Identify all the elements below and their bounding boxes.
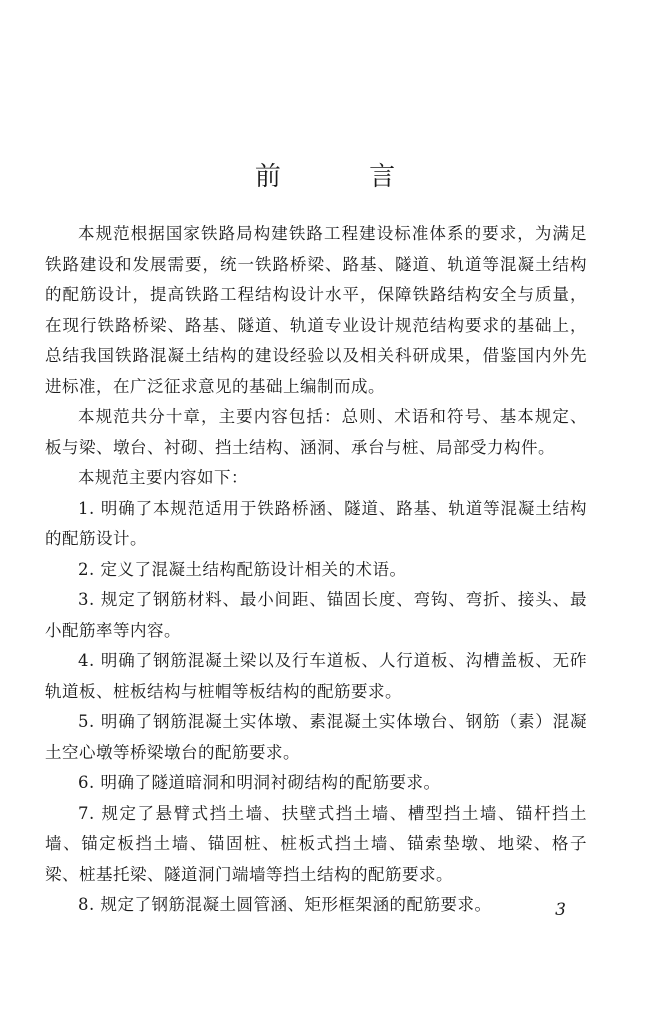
list-item-3: 3. 规定了钢筋材料、最小间距、锚固长度、弯钩、弯折、接头、最小配筋率等内容。 bbox=[45, 590, 587, 640]
list-item-8: 8. 规定了钢筋混凝土圆管涵、矩形框架涵的配筋要求。 bbox=[78, 895, 492, 914]
list-item-7: 7. 规定了悬臂式挡土墙、扶壁式挡土墙、槽型挡土墙、锚杆挡土墙、锚定板挡土墙、锚固桩、桩板式挡土墙、锚索垫墩、地梁、格子梁、桩基托梁、隧道洞门端墙等挡土结构的配筋要求。 bbox=[45, 803, 587, 884]
paragraph-chapters: 本规范共分十章，主要内容包括：总则、术语和符号、基本规定、板与梁、墩台、衬砌、挡土结构、涵洞、承台与桩、局部受力构件。 bbox=[45, 407, 587, 457]
paragraph-contents-heading: 本规范主要内容如下： bbox=[78, 468, 248, 487]
list-item-4: 4. 明确了钢筋混凝土梁以及行车道板、人行道板、沟槽盖板、无砟轨道板、桩板结构与桩帽等板结构的配筋要求。 bbox=[45, 651, 587, 701]
list-item-2: 2. 定义了混凝土结构配筋设计相关的术语。 bbox=[78, 559, 407, 579]
body-text bbox=[45, 219, 587, 921]
paragraph-intro: 本规范根据国家铁路局构建铁路工程建设标准体系的要求，为满足铁路建设和发展需要，统一铁路桥梁、路基、隧道、轨道等混凝土结构的配筋设计，提高铁路工程结构设计水平，保障铁路结构安全与质量，在现行铁路桥梁、路基、隧道、轨道专业设计规范结构要求的基础上，总结我国铁路混凝土结构的建设经验以及相关科研成果，借鉴国内外先进标准，在广泛征求意见的基础上编制而成。 bbox=[45, 224, 587, 396]
page-title: 前 言 bbox=[254, 162, 436, 192]
page-number: 3 bbox=[555, 900, 566, 920]
list-item-5: 5. 明确了钢筋混凝土实体墩、素混凝土实体墩台、钢筋（素）混凝土空心墩等桥梁墩台的配筋要求。 bbox=[45, 712, 587, 762]
list-item-1: 1. 明确了本规范适用于铁路桥涵、隧道、路基、轨道等混凝土结构的配筋设计。 bbox=[45, 498, 587, 548]
list-item-6: 6. 明确了隧道暗洞和明洞衬砌结构的配筋要求。 bbox=[78, 773, 441, 792]
